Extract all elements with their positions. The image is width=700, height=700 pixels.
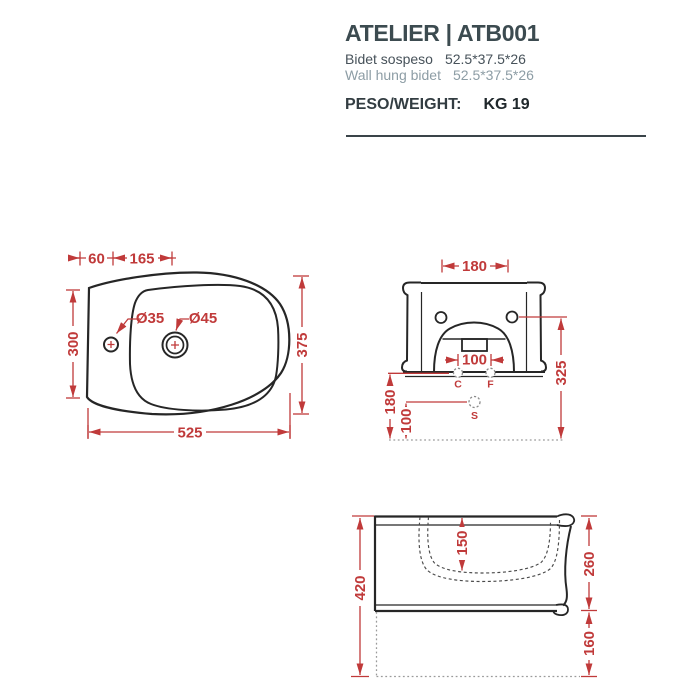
- back-left-dimensions: [382, 375, 415, 439]
- fixing-hole-left: [436, 312, 447, 323]
- bidet-basin-outline: [130, 285, 278, 411]
- back-right-dimension: [553, 319, 570, 439]
- cold-water-point: [454, 368, 463, 377]
- product-name-en: Wall hung bidet: [345, 67, 441, 83]
- fixing-hole-right: [507, 312, 518, 323]
- label-hot: F: [487, 378, 494, 391]
- tap-hole-large-cross: [171, 341, 179, 349]
- dim-label-150: 150: [454, 530, 471, 556]
- dim-label-165: 165: [129, 250, 155, 268]
- side-view-drawing: [351, 514, 598, 676]
- weight-row: [345, 96, 530, 114]
- product-name-it: Bidet sospeso: [345, 51, 433, 67]
- waste-point: [469, 397, 480, 408]
- right-pilaster-outline: [527, 283, 546, 372]
- side-right-dimensions: [581, 516, 598, 677]
- total-depth-dimension: [351, 516, 374, 677]
- weight-value: KG 19: [483, 96, 530, 113]
- dim-label-60: 60: [88, 250, 105, 268]
- header-divider: [346, 135, 646, 137]
- dim-label-d35: Ø35: [135, 310, 165, 327]
- back-view-drawing: [382, 258, 570, 440]
- hot-water-point: [486, 368, 495, 377]
- basin-hidden-outer: [419, 517, 560, 582]
- dim-label-180-top: 180: [461, 258, 488, 275]
- product-title: ATELIER | ATB001: [345, 20, 540, 46]
- inlet-dimension: [445, 352, 504, 369]
- dim-label-300: 300: [65, 331, 82, 357]
- side-front-profile: [563, 526, 571, 606]
- product-size-en: 52.5*37.5*26: [452, 67, 534, 83]
- dim-label-260: 260: [581, 551, 598, 577]
- label-waste: S: [470, 410, 479, 422]
- plan-top-dimension: [70, 251, 176, 268]
- weight-label: PESO/WEIGHT:: [345, 96, 462, 113]
- drain-spud: [462, 339, 487, 351]
- label-cold: C: [454, 378, 462, 391]
- product-size-it: 52.5*37.5*26: [444, 51, 526, 67]
- dim-label-325: 325: [553, 360, 570, 386]
- side-bottom-curl: [554, 604, 568, 615]
- dim-label-525: 525: [177, 424, 203, 442]
- plan-view-drawing: [65, 251, 311, 442]
- plan-left-dimension: [65, 290, 82, 398]
- back-top-dimension: [442, 258, 508, 275]
- product-subtitle-english: [345, 67, 534, 83]
- dim-label-160: 160: [581, 630, 598, 657]
- left-pilaster-outline: [402, 283, 421, 372]
- tap-hole-small-cross: [108, 341, 115, 348]
- dim-label-100-left: 100: [398, 408, 415, 434]
- basin-depth-dimension: [454, 518, 471, 571]
- dim-label-d45: Ø45: [188, 310, 218, 327]
- dim-label-375: 375: [294, 332, 311, 358]
- product-subtitle-italian: [345, 51, 526, 67]
- dim-label-100-inlets: 100: [461, 351, 488, 369]
- dim-label-420: 420: [352, 575, 369, 601]
- plan-right-dimension: [293, 276, 311, 414]
- dim-label-180-left: 180: [382, 389, 399, 415]
